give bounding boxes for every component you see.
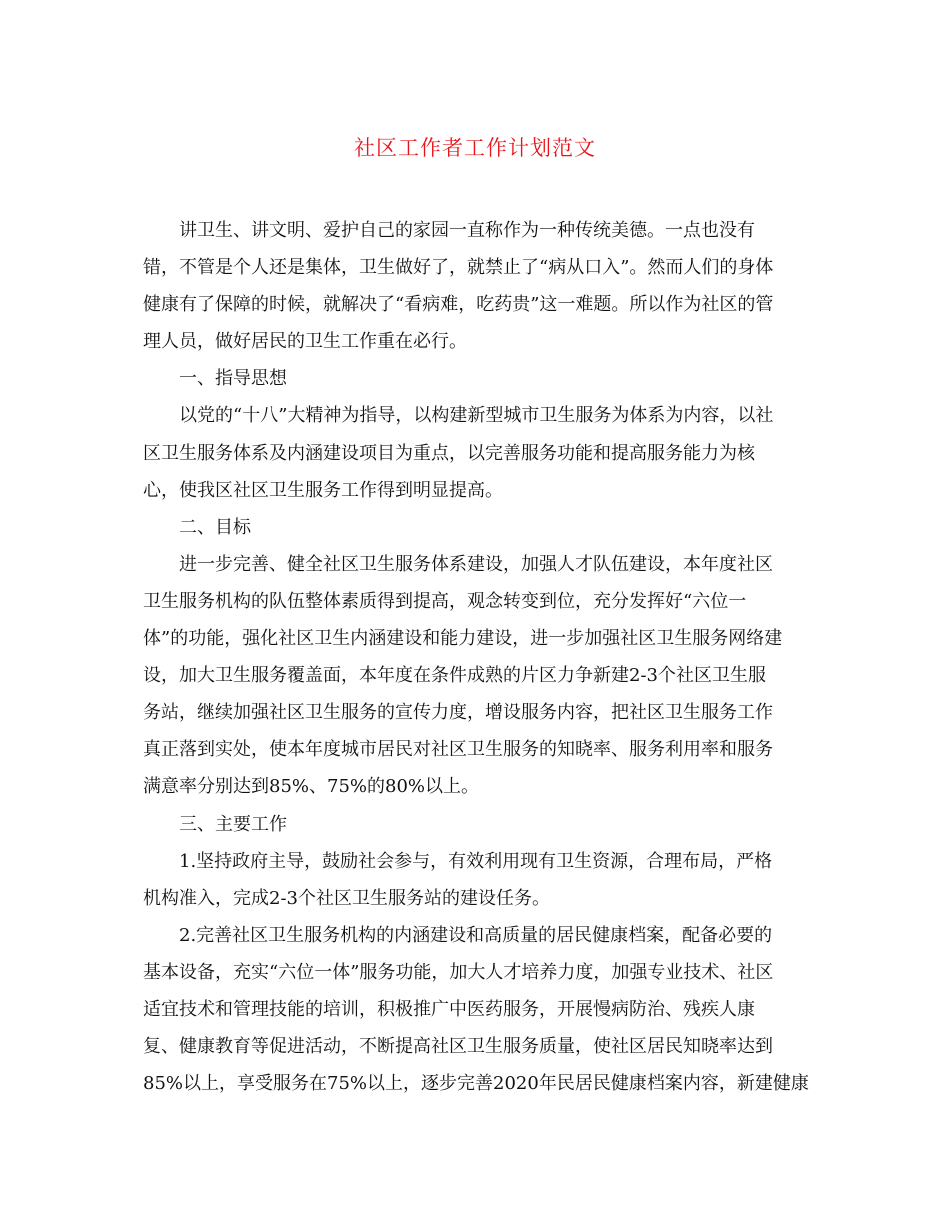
body-line: 三、主要工作 (179, 813, 287, 835)
body-line: 一、指导思想 (179, 368, 287, 390)
document-body (143, 212, 809, 1102)
body-line: 满意率分别达到85%、75%的80%以上。 (143, 776, 480, 798)
document-title: 社区工作者工作计划范文 (354, 136, 596, 160)
body-line: 错，不管是个人还是集体，卫生做好了，就禁止了“病从口入”。然而人们的身体 (143, 257, 774, 279)
body-line: 基本设备，充实“六位一体”服务功能，加大人才培养力度，加强专业技术、社区 (143, 961, 774, 983)
body-line: 1.坚持政府主导，鼓励社会参与，有效利用现有卫生资源，合理布局，严格 (179, 850, 773, 872)
body-line: 设，加大卫生服务覆盖面，本年度在条件成熟的片区力争新建2-3个社区卫生服 (143, 665, 766, 687)
body-line: 务站，继续加强社区卫生服务的宣传力度，增设服务内容，把社区卫生服务工作 (143, 702, 773, 724)
body-line: 区卫生服务体系及内涵建设项目为重点，以完善服务功能和提高服务能力为核 (143, 442, 755, 464)
body-line: 真正落到实处，使本年度城市居民对社区卫生服务的知晓率、服务利用率和服务 (143, 739, 773, 761)
body-line: 卫生服务机构的队伍整体素质得到提高，观念转变到位，充分发挥好“六位一 (143, 590, 747, 612)
body-line: 复、健康教育等促进活动，不断提高社区卫生服务质量，使社区居民知晓率达到 (143, 1036, 773, 1058)
body-line: 机构准入，完成2-3个社区卫生服务站的建设任务。 (143, 887, 550, 909)
body-line: 2.完善社区卫生服务机构的内涵建设和高质量的居民健康档案，配备必要的 (179, 924, 773, 946)
body-line: 二、目标 (179, 516, 251, 538)
body-line: 健康有了保障的时候，就解决了“看病难，吃药贵”这一难题。所以作为社区的管 (143, 294, 774, 316)
body-line: 理人员，做好居民的卫生工作重在必行。 (143, 331, 467, 353)
body-line: 体”的功能，强化社区卫生内涵建设和能力建设，进一步加强社区卫生服务网络建 (143, 628, 783, 650)
body-line: 讲卫生、讲文明、爱护自己的家园一直称作为一种传统美德。一点也没有 (179, 220, 755, 241)
body-line: 进一步完善、健全社区卫生服务体系建设，加强人才队伍建设，本年度社区 (179, 553, 773, 575)
body-line: 心，使我区社区卫生服务工作得到明显提高。 (143, 479, 503, 501)
body-line: 85%以上，享受服务在75%以上，逐步完善2020年民居民健康档案内容，新建健康 (143, 1073, 809, 1095)
body-line: 适宜技术和管理技能的培训，积极推广中医药服务，开展慢病防治、残疾人康 (143, 998, 755, 1020)
body-line: 以党的“十八”大精神为指导，以构建新型城市卫生服务为体系为内容，以社 (179, 405, 774, 427)
